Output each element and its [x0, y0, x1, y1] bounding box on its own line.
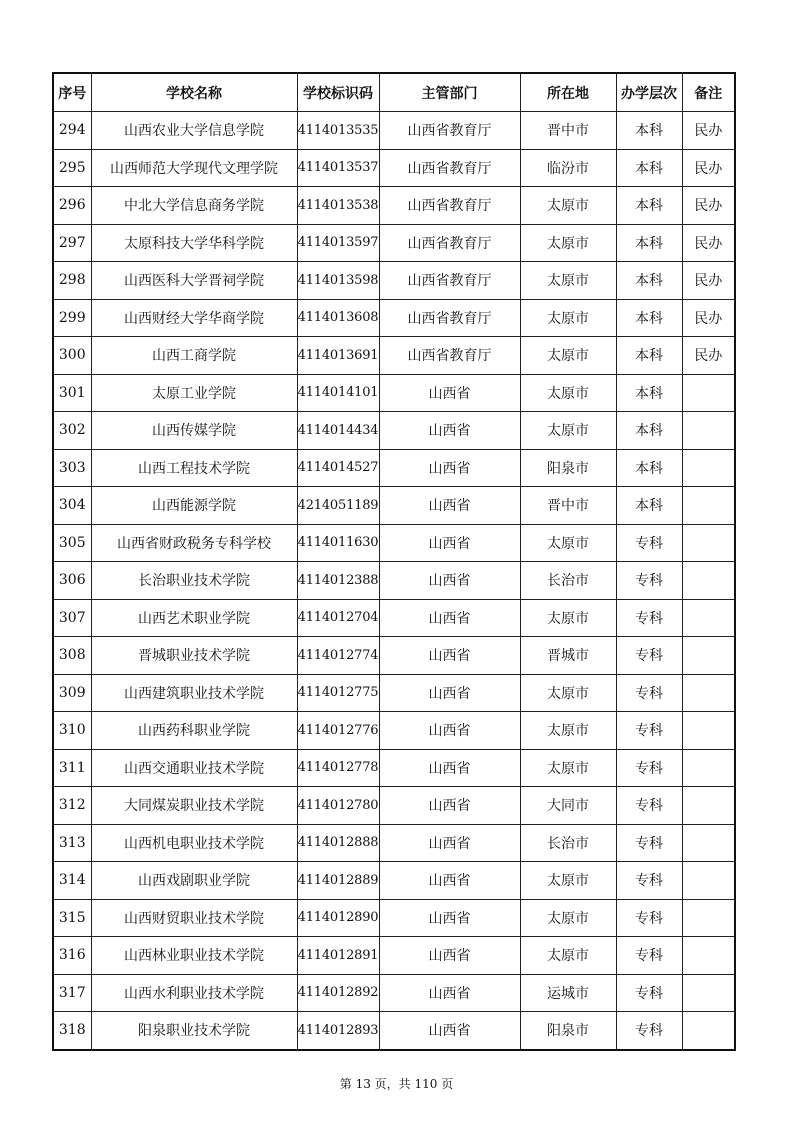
- cell-level: 专科: [616, 899, 682, 937]
- table-row: [53, 262, 735, 300]
- cell-department: 山西省教育厅: [379, 149, 520, 187]
- cell-location: 太原市: [520, 862, 616, 900]
- table-row: [53, 299, 735, 337]
- cell-department: 山西省教育厅: [379, 187, 520, 225]
- cell-school-code: 4114013608: [297, 299, 379, 337]
- cell-department: 山西省教育厅: [379, 337, 520, 375]
- cell-note: 民办: [682, 262, 735, 300]
- cell-department: 山西省教育厅: [379, 299, 520, 337]
- cell-school-code: 4114012893: [297, 1012, 379, 1050]
- school-list-table-container: [52, 72, 736, 1051]
- cell-level: 专科: [616, 524, 682, 562]
- cell-school-name: 山西医科大学晋祠学院: [91, 262, 297, 300]
- cell-level: 专科: [616, 824, 682, 862]
- cell-department: 山西省: [379, 862, 520, 900]
- cell-department: 山西省: [379, 412, 520, 450]
- cell-school-code: 4114013537: [297, 149, 379, 187]
- cell-location: 太原市: [520, 599, 616, 637]
- cell-no: 295: [53, 149, 91, 187]
- cell-no: 298: [53, 262, 91, 300]
- cell-level: 本科: [616, 374, 682, 412]
- cell-location: 太原市: [520, 412, 616, 450]
- cell-location: 太原市: [520, 299, 616, 337]
- cell-department: 山西省: [379, 1012, 520, 1050]
- cell-note: [682, 749, 735, 787]
- cell-location: 晋中市: [520, 112, 616, 150]
- cell-note: 民办: [682, 224, 735, 262]
- cell-level: 专科: [616, 637, 682, 675]
- cell-school-name: 山西财贸职业技术学院: [91, 899, 297, 937]
- cell-department: 山西省: [379, 374, 520, 412]
- cell-note: 民办: [682, 112, 735, 150]
- cell-location: 太原市: [520, 337, 616, 375]
- cell-note: 民办: [682, 149, 735, 187]
- table-row: [53, 674, 735, 712]
- cell-school-name: 大同煤炭职业技术学院: [91, 787, 297, 825]
- cell-school-name: 山西师范大学现代文理学院: [91, 149, 297, 187]
- cell-location: 临汾市: [520, 149, 616, 187]
- cell-school-code: 4114012892: [297, 974, 379, 1012]
- cell-note: [682, 974, 735, 1012]
- cell-school-code: 4114012775: [297, 674, 379, 712]
- cell-level: 专科: [616, 1012, 682, 1050]
- cell-school-code: 4114012388: [297, 562, 379, 600]
- cell-school-name: 晋城职业技术学院: [91, 637, 297, 675]
- cell-level: 专科: [616, 562, 682, 600]
- table-row: [53, 712, 735, 750]
- cell-no: 310: [53, 712, 91, 750]
- cell-note: 民办: [682, 337, 735, 375]
- cell-location: 太原市: [520, 374, 616, 412]
- cell-department: 山西省: [379, 599, 520, 637]
- cell-location: 太原市: [520, 937, 616, 975]
- cell-note: [682, 562, 735, 600]
- cell-school-code: 4114012776: [297, 712, 379, 750]
- table-row: [53, 187, 735, 225]
- cell-school-name: 太原工业学院: [91, 374, 297, 412]
- cell-note: 民办: [682, 299, 735, 337]
- cell-note: [682, 824, 735, 862]
- cell-department: 山西省教育厅: [379, 112, 520, 150]
- cell-level: 本科: [616, 412, 682, 450]
- cell-no: 299: [53, 299, 91, 337]
- table-row: [53, 824, 735, 862]
- cell-location: 长治市: [520, 824, 616, 862]
- page-footer: 第 13 页，共 110 页: [339, 1077, 454, 1091]
- cell-department: 山西省: [379, 674, 520, 712]
- cell-school-code: 4114011630: [297, 524, 379, 562]
- cell-school-name: 山西传媒学院: [91, 412, 297, 450]
- cell-note: [682, 487, 735, 525]
- cell-note: [682, 637, 735, 675]
- cell-location: 晋中市: [520, 487, 616, 525]
- header-code: 学校标识码: [297, 73, 379, 112]
- cell-level: 本科: [616, 262, 682, 300]
- cell-no: 315: [53, 899, 91, 937]
- cell-school-name: 山西机电职业技术学院: [91, 824, 297, 862]
- cell-department: 山西省: [379, 562, 520, 600]
- cell-level: 专科: [616, 787, 682, 825]
- cell-school-code: 4114012891: [297, 937, 379, 975]
- header-row: [53, 73, 735, 112]
- cell-level: 专科: [616, 937, 682, 975]
- table-body: [53, 112, 735, 1050]
- cell-level: 本科: [616, 112, 682, 150]
- table-row: [53, 412, 735, 450]
- cell-no: 300: [53, 337, 91, 375]
- cell-school-code: 4214051189: [297, 487, 379, 525]
- cell-level: 专科: [616, 712, 682, 750]
- cell-department: 山西省: [379, 449, 520, 487]
- cell-no: 318: [53, 1012, 91, 1050]
- cell-school-code: 4114013538: [297, 187, 379, 225]
- cell-note: 民办: [682, 187, 735, 225]
- cell-no: 313: [53, 824, 91, 862]
- table-row: [53, 749, 735, 787]
- cell-location: 运城市: [520, 974, 616, 1012]
- cell-location: 太原市: [520, 749, 616, 787]
- cell-department: 山西省: [379, 787, 520, 825]
- cell-school-name: 山西财经大学华商学院: [91, 299, 297, 337]
- header-note: 备注: [682, 73, 735, 112]
- table-row: [53, 449, 735, 487]
- cell-location: 长治市: [520, 562, 616, 600]
- cell-school-name: 山西工程技术学院: [91, 449, 297, 487]
- cell-note: [682, 412, 735, 450]
- cell-department: 山西省: [379, 487, 520, 525]
- cell-note: [682, 524, 735, 562]
- table-row: [53, 599, 735, 637]
- cell-location: 太原市: [520, 524, 616, 562]
- cell-location: 大同市: [520, 787, 616, 825]
- header-dept: 主管部门: [379, 73, 520, 112]
- cell-level: 专科: [616, 599, 682, 637]
- header-level: 办学层次: [616, 73, 682, 112]
- cell-no: 302: [53, 412, 91, 450]
- cell-school-name: 太原科技大学华科学院: [91, 224, 297, 262]
- cell-department: 山西省: [379, 899, 520, 937]
- cell-department: 山西省: [379, 712, 520, 750]
- cell-no: 306: [53, 562, 91, 600]
- cell-no: 316: [53, 937, 91, 975]
- cell-level: 本科: [616, 487, 682, 525]
- table-row: [53, 224, 735, 262]
- table-header: [53, 73, 735, 112]
- cell-school-code: 4114014101: [297, 374, 379, 412]
- cell-department: 山西省: [379, 749, 520, 787]
- cell-school-code: 4114013598: [297, 262, 379, 300]
- cell-level: 专科: [616, 749, 682, 787]
- cell-note: [682, 449, 735, 487]
- table-row: [53, 862, 735, 900]
- cell-location: 太原市: [520, 899, 616, 937]
- cell-school-code: 4114014527: [297, 449, 379, 487]
- cell-school-name: 长治职业技术学院: [91, 562, 297, 600]
- cell-school-code: 4114013691: [297, 337, 379, 375]
- table-row: [53, 899, 735, 937]
- table-row: [53, 524, 735, 562]
- table-row: [53, 937, 735, 975]
- table-row: [53, 787, 735, 825]
- header-no: 序号: [53, 73, 91, 112]
- cell-note: [682, 674, 735, 712]
- cell-department: 山西省: [379, 824, 520, 862]
- cell-school-code: 4114012889: [297, 862, 379, 900]
- cell-no: 317: [53, 974, 91, 1012]
- cell-school-name: 山西交通职业技术学院: [91, 749, 297, 787]
- cell-department: 山西省: [379, 637, 520, 675]
- header-location: 所在地: [520, 73, 616, 112]
- cell-location: 太原市: [520, 712, 616, 750]
- cell-no: 307: [53, 599, 91, 637]
- cell-school-name: 山西林业职业技术学院: [91, 937, 297, 975]
- cell-school-code: 4114012704: [297, 599, 379, 637]
- cell-no: 308: [53, 637, 91, 675]
- cell-location: 阳泉市: [520, 449, 616, 487]
- table-row: [53, 149, 735, 187]
- cell-school-code: 4114012778: [297, 749, 379, 787]
- cell-note: [682, 899, 735, 937]
- cell-level: 专科: [616, 674, 682, 712]
- table-row: [53, 374, 735, 412]
- cell-no: 294: [53, 112, 91, 150]
- cell-no: 311: [53, 749, 91, 787]
- cell-location: 晋城市: [520, 637, 616, 675]
- cell-department: 山西省: [379, 974, 520, 1012]
- cell-school-name: 山西艺术职业学院: [91, 599, 297, 637]
- cell-level: 本科: [616, 187, 682, 225]
- cell-no: 309: [53, 674, 91, 712]
- cell-location: 太原市: [520, 674, 616, 712]
- table-row: [53, 974, 735, 1012]
- cell-level: 本科: [616, 337, 682, 375]
- cell-level: 专科: [616, 862, 682, 900]
- cell-school-code: 4114012888: [297, 824, 379, 862]
- cell-school-code: 4114013597: [297, 224, 379, 262]
- table-row: [53, 1012, 735, 1050]
- cell-no: 303: [53, 449, 91, 487]
- cell-note: [682, 862, 735, 900]
- cell-school-code: 4114012780: [297, 787, 379, 825]
- cell-no: 304: [53, 487, 91, 525]
- cell-no: 297: [53, 224, 91, 262]
- cell-department: 山西省: [379, 937, 520, 975]
- school-list-table: [52, 72, 736, 1051]
- header-name: 学校名称: [91, 73, 297, 112]
- cell-location: 太原市: [520, 187, 616, 225]
- cell-school-name: 中北大学信息商务学院: [91, 187, 297, 225]
- cell-level: 专科: [616, 974, 682, 1012]
- cell-level: 本科: [616, 299, 682, 337]
- cell-location: 太原市: [520, 262, 616, 300]
- cell-level: 本科: [616, 149, 682, 187]
- cell-school-name: 山西水利职业技术学院: [91, 974, 297, 1012]
- cell-school-code: 4114012890: [297, 899, 379, 937]
- cell-location: 太原市: [520, 224, 616, 262]
- table-row: [53, 562, 735, 600]
- cell-no: 314: [53, 862, 91, 900]
- cell-note: [682, 1012, 735, 1050]
- cell-level: 本科: [616, 224, 682, 262]
- cell-note: [682, 374, 735, 412]
- cell-note: [682, 937, 735, 975]
- cell-note: [682, 712, 735, 750]
- cell-department: 山西省教育厅: [379, 224, 520, 262]
- cell-note: [682, 599, 735, 637]
- table-row: [53, 337, 735, 375]
- cell-note: [682, 787, 735, 825]
- cell-department: 山西省教育厅: [379, 262, 520, 300]
- cell-school-name: 山西农业大学信息学院: [91, 112, 297, 150]
- cell-location: 阳泉市: [520, 1012, 616, 1050]
- cell-school-code: 4114013535: [297, 112, 379, 150]
- cell-school-name: 山西省财政税务专科学校: [91, 524, 297, 562]
- cell-department: 山西省: [379, 524, 520, 562]
- cell-no: 305: [53, 524, 91, 562]
- table-row: [53, 637, 735, 675]
- cell-no: 312: [53, 787, 91, 825]
- cell-school-code: 4114014434: [297, 412, 379, 450]
- cell-no: 296: [53, 187, 91, 225]
- cell-school-code: 4114012774: [297, 637, 379, 675]
- cell-school-name: 山西工商学院: [91, 337, 297, 375]
- cell-level: 本科: [616, 449, 682, 487]
- table-row: [53, 112, 735, 150]
- cell-school-name: 山西戏剧职业学院: [91, 862, 297, 900]
- cell-school-name: 山西能源学院: [91, 487, 297, 525]
- cell-school-name: 山西建筑职业技术学院: [91, 674, 297, 712]
- cell-school-name: 山西药科职业学院: [91, 712, 297, 750]
- table-row: [53, 487, 735, 525]
- cell-no: 301: [53, 374, 91, 412]
- cell-school-name: 阳泉职业技术学院: [91, 1012, 297, 1050]
